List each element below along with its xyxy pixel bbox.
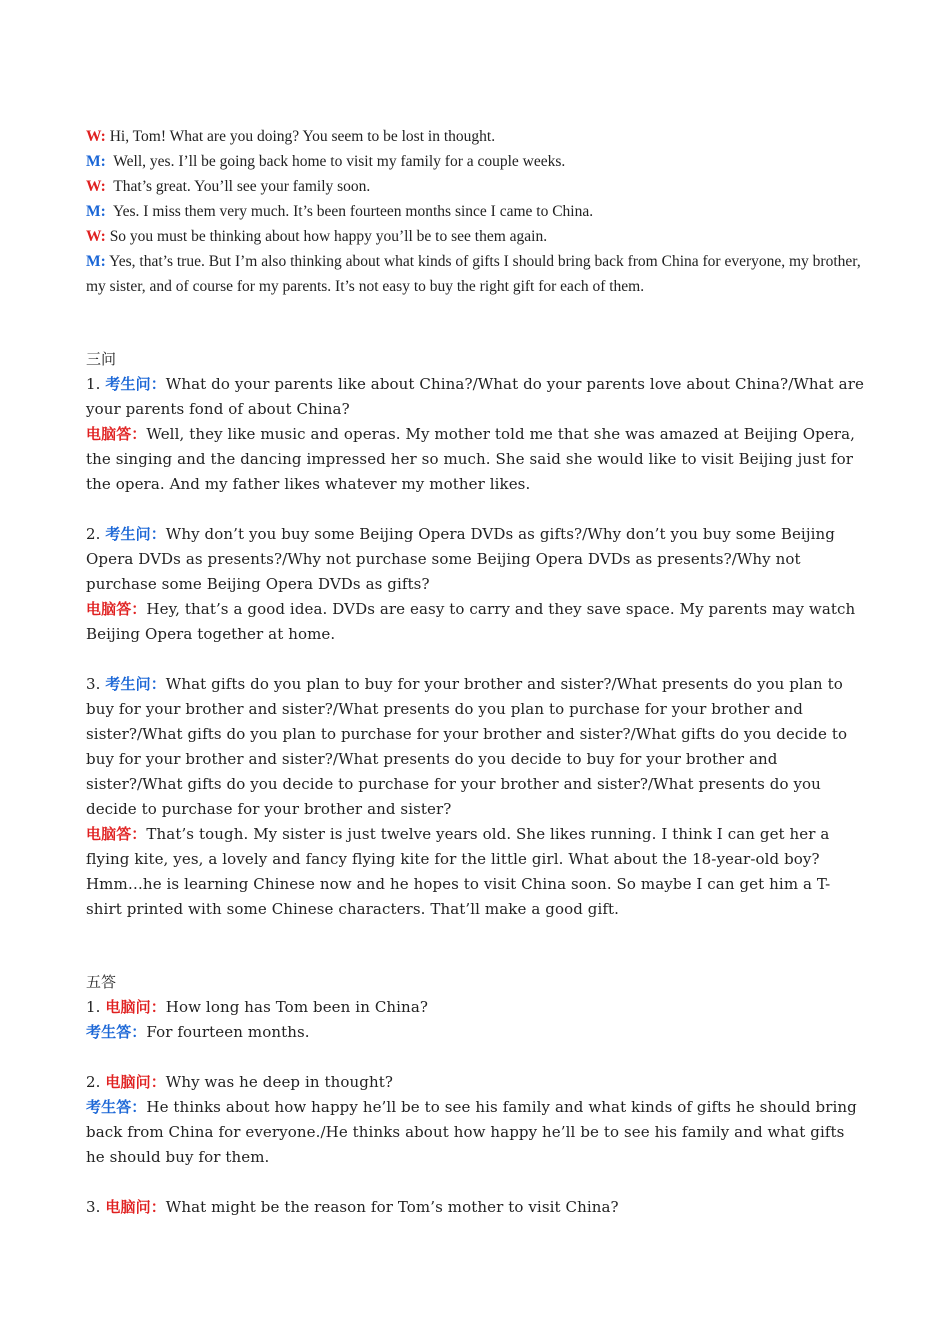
answer-text: That’s tough. My sister is just twelve years old. She likes running. I think I can get her a flying kite, yes, a lovely and fancy flying kite for the little girl. What about the 18-year-old boy? Hmm…he is learning Chinese now and he hopes to visit China soon. So maybe I can get him a T-shirt printed with some Chinese characters. That’ll make a good gift. — [86, 825, 831, 918]
dialogue — [86, 124, 866, 299]
question-text: Why was he deep in thought? — [165, 1073, 394, 1091]
answer-line — [86, 1020, 866, 1045]
item-number: 1. — [86, 375, 101, 393]
question-label: 考生问： — [105, 525, 166, 543]
dialogue-line — [86, 224, 866, 249]
question-label: 考生问： — [105, 675, 166, 693]
dialogue-line — [86, 174, 866, 199]
answer-label: 考生答： — [86, 1098, 147, 1116]
dialogue-text: So you must be thinking about how happy you’ll be to see them again. — [109, 228, 548, 245]
answer-text: Hey, that’s a good idea. DVDs are easy to carry and they save space. My parents may watch Beijing Opera together at home. — [86, 600, 856, 643]
question-label: 考生问： — [105, 375, 166, 393]
item-number: 3. — [86, 1198, 101, 1216]
section-five — [86, 970, 866, 1220]
item-number: 1. — [86, 998, 101, 1016]
item-number: 2. — [86, 525, 101, 543]
question-label: 电脑问： — [105, 1198, 166, 1216]
speaker-label: M: — [86, 253, 106, 270]
answer-line — [86, 1095, 866, 1170]
answer-label: 考生答： — [86, 1023, 147, 1041]
item-number: 2. — [86, 1073, 101, 1091]
answer-label: 电脑答： — [86, 600, 147, 618]
answer-label: 电脑答： — [86, 425, 147, 443]
document-page — [86, 124, 866, 1220]
answer-line — [86, 822, 866, 922]
question-text: What do your parents like about China?/What do your parents love about China?/What are your parents fond of about China? — [86, 375, 864, 418]
dialogue-text: Well, yes. I’ll be going back home to visit my family for a couple weeks. — [113, 153, 566, 170]
question-line — [86, 372, 866, 422]
item-number: 3. — [86, 675, 101, 693]
question-line — [86, 1070, 866, 1095]
question-label: 电脑问： — [105, 1073, 166, 1091]
dialogue-line — [86, 249, 866, 299]
answer-label: 电脑答： — [86, 825, 147, 843]
question-line — [86, 1195, 866, 1220]
dialogue-text: Yes. I miss them very much. It’s been fourteen months since I came to China. — [112, 203, 594, 220]
dialogue-line — [86, 149, 866, 174]
dialogue-text: That’s great. You’ll see your family soon. — [113, 178, 371, 195]
question-label: 电脑问： — [105, 998, 166, 1016]
dialogue-line — [86, 199, 866, 224]
question-text: How long has Tom been in China? — [165, 998, 428, 1016]
dialogue-text: Yes, that’s true. But I’m also thinking about what kinds of gifts I should bring back from China for everyone, my brother, my sister, and of course for my parents. It’s not easy to buy the right gift for each of them. — [86, 253, 861, 295]
speaker-label: M: — [86, 203, 106, 220]
answer-text: For fourteen months. — [146, 1023, 310, 1041]
speaker-label: M: — [86, 153, 106, 170]
speaker-label: W: — [86, 128, 106, 145]
section-three — [86, 347, 866, 922]
section-heading: 五答 — [86, 973, 117, 991]
speaker-label: W: — [86, 228, 106, 245]
answer-text: He thinks about how happy he’ll be to see his family and what kinds of gifts he should bring back from China for everyone./He thinks about how happy he’ll be to see his family and what gifts he should buy for them. — [86, 1098, 857, 1166]
answer-line — [86, 597, 866, 647]
dialogue-line — [86, 124, 866, 149]
dialogue-text: Hi, Tom! What are you doing? You seem to be lost in thought. — [109, 128, 496, 145]
section-heading: 三问 — [86, 350, 117, 368]
question-text: What gifts do you plan to buy for your brother and sister?/What presents do you plan to buy for your brother and sister?/What presents do you plan to purchase for your brother and sister?/What gifts do you plan to purchase for your brother and sister?/What gifts do you decide to buy for your brother and sister?/What presents do you decide to buy for your brother and sister?/What gifts do you decide to purchase for your brother and sister?/What presents do you decide to purchase for your brother and sister? — [86, 675, 848, 818]
answer-line — [86, 422, 866, 497]
question-text: What might be the reason for Tom’s mother to visit China? — [165, 1198, 619, 1216]
question-line — [86, 672, 866, 822]
speaker-label: W: — [86, 178, 106, 195]
question-text: Why don’t you buy some Beijing Opera DVDs as gifts?/Why don’t you buy some Beijing Opera DVDs as presents?/Why not purchase some Beijing Opera DVDs as presents?/Why not purchase some Beijing Opera DVDs as gifts? — [86, 525, 835, 593]
question-line — [86, 995, 866, 1020]
question-line — [86, 522, 866, 597]
answer-text: Well, they like music and operas. My mother told me that she was amazed at Beijing Opera, the singing and the dancing impressed her so much. She said she would like to visit Beijing just for the opera. And my father likes whatever my mother likes. — [86, 425, 855, 493]
